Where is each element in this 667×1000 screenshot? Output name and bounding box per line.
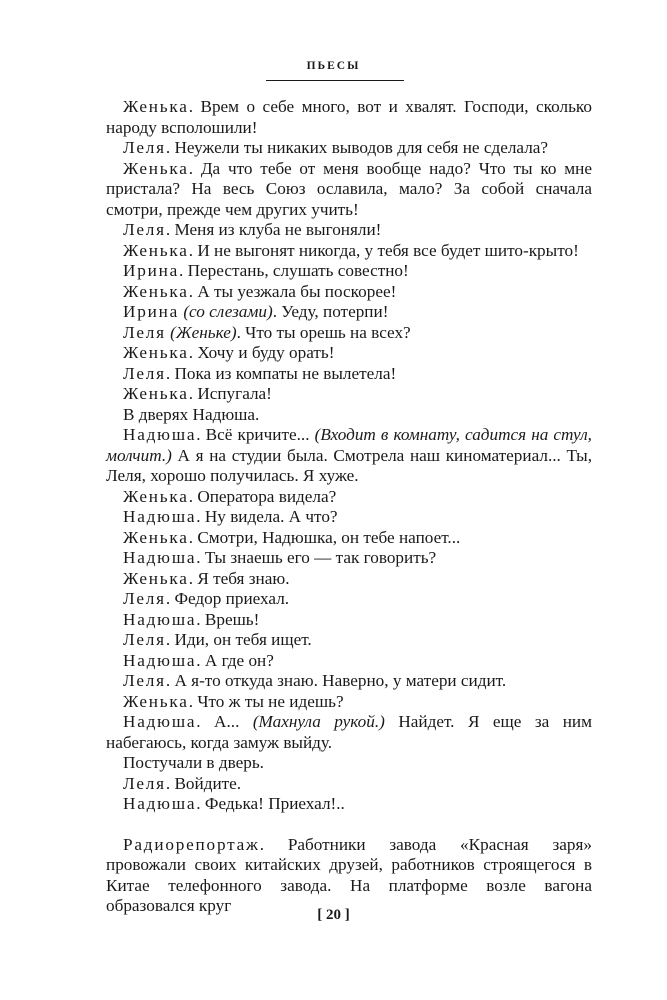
speaker-name: Надюша bbox=[123, 507, 197, 526]
speaker-name: Надюша bbox=[123, 425, 197, 444]
speaker-name: Женька bbox=[123, 343, 189, 362]
line-text: . И не выгонят никогда, у тебя все будет шито-крыто! bbox=[188, 240, 579, 260]
section-gap bbox=[106, 815, 592, 835]
page-number: [ 20 ] bbox=[317, 907, 350, 923]
line-text: . Смотри, Надюшка, он тебе напоет... bbox=[188, 527, 461, 547]
dialogue-line bbox=[106, 241, 592, 262]
dialogue-line bbox=[106, 261, 592, 282]
radio-text: . Работники завода «Красная заря» провожали своих китайских друзей, работников строящегося в Китае телефонного завода. На платформе возле вагона образовался круг bbox=[106, 834, 592, 915]
speaker-name: Леля bbox=[123, 773, 166, 793]
line-text: В дверях Надюша. bbox=[123, 404, 260, 424]
line-text: . Войдите. bbox=[165, 773, 242, 793]
speaker-name: Женька bbox=[123, 384, 189, 403]
line-text: Постучали в дверь. bbox=[123, 753, 264, 772]
speaker-name: Женька bbox=[123, 527, 189, 547]
line-text: . Врем о себе много, вот и хвалят. Господи, сколько народу всполошили! bbox=[106, 97, 592, 137]
speaker-name: Надюша bbox=[123, 650, 197, 670]
dialogue-line bbox=[106, 364, 592, 385]
dialogue-line bbox=[106, 97, 592, 138]
line-text: . Пока из компаты не вылетела! bbox=[165, 363, 397, 383]
line-text: . Меня из клуба не выгоняли! bbox=[165, 220, 382, 239]
speaker-name: Леля bbox=[123, 322, 166, 342]
radio-paragraph bbox=[106, 835, 592, 917]
line-text: . Оператора видела? bbox=[188, 486, 337, 506]
dialogue-line bbox=[106, 630, 592, 651]
dialogue-line bbox=[106, 159, 592, 221]
line-text: . Испугала! bbox=[188, 384, 272, 403]
dialogue-line bbox=[106, 610, 592, 631]
dialogue bbox=[106, 97, 592, 815]
play-text bbox=[106, 97, 592, 917]
line-text: . А... bbox=[196, 712, 253, 731]
speaker-name: Леля bbox=[123, 671, 166, 690]
speaker-name: Леля bbox=[123, 363, 166, 383]
speaker-name: Леля bbox=[123, 220, 166, 239]
speaker-name: Женька bbox=[123, 486, 189, 506]
line-text: . Неужели ты никаких выводов для себя не сделала? bbox=[165, 138, 549, 157]
speaker-name: Женька bbox=[123, 158, 189, 178]
line-text: . Что ж ты не идешь? bbox=[188, 691, 344, 711]
line-text: . Врешь! bbox=[196, 609, 260, 629]
speaker-name: Женька bbox=[123, 281, 189, 301]
stage-remark: (Махнула рукой.) bbox=[252, 712, 385, 731]
speaker-name: Ирина bbox=[123, 302, 180, 321]
dialogue-line bbox=[106, 384, 592, 405]
line-text: . Да что тебе от меня вообще надо? Что ты ко мне пристала? На весь Союз ославила, мало? За собой сначала смотри, прежде чем других учить! bbox=[106, 158, 592, 219]
line-text: . Перестань, слушать совестно! bbox=[179, 261, 409, 280]
running-header-title: ПЬЕСЫ bbox=[306, 60, 361, 72]
dialogue-line bbox=[106, 425, 592, 487]
radio-label: Радиорепортаж bbox=[123, 834, 260, 854]
line-text: . Ты знаешь его — так говорить? bbox=[196, 548, 437, 567]
speaker-name: Женька bbox=[123, 97, 189, 116]
line-text: . Что ты орешь на всех? bbox=[236, 322, 411, 342]
speaker-name: Леля bbox=[123, 589, 166, 608]
line-text: . Федор приехал. bbox=[165, 589, 290, 608]
line-text-continued: Найдет. Я еще за ним набегаюсь, когда замуж выйду. bbox=[106, 712, 592, 752]
speaker-name: Женька bbox=[123, 691, 189, 711]
dialogue-line bbox=[106, 302, 592, 323]
line-text: . Иди, он тебя ищет. bbox=[165, 630, 312, 649]
dialogue-line bbox=[106, 712, 592, 753]
speaker-name: Леля bbox=[123, 138, 166, 157]
dialogue-line bbox=[106, 548, 592, 569]
speaker-name: Надюша bbox=[123, 794, 197, 813]
line-text: . Я тебя знаю. bbox=[188, 568, 290, 588]
dialogue-line bbox=[106, 138, 592, 159]
speaker-name: Ирина bbox=[123, 261, 180, 280]
speaker-name: Леля bbox=[123, 630, 166, 649]
dialogue-line bbox=[106, 589, 592, 610]
line-text: . А ты уезжала бы поскорее! bbox=[188, 281, 397, 301]
line-text: . А я-то откуда знаю. Наверно, у матери сидит. bbox=[165, 671, 507, 690]
stage-remark: (Входит в комнату, садится на стул, молчит.) bbox=[106, 425, 592, 465]
line-text-continued: А я на студии была. Смотрела наш киноматериал... Ты, Леля, хорошо получилась. Я хуже. bbox=[106, 445, 592, 485]
dialogue-line bbox=[106, 220, 592, 241]
running-header bbox=[0, 56, 667, 74]
dialogue-line bbox=[106, 528, 592, 549]
dialogue-line bbox=[106, 343, 592, 364]
dialogue-line bbox=[106, 487, 592, 508]
dialogue-line bbox=[106, 651, 592, 672]
speaker-name: Женька bbox=[123, 568, 189, 588]
speaker-name: Женька bbox=[123, 240, 189, 260]
line-text: . Уеду, потерпи! bbox=[272, 302, 389, 321]
dialogue-line bbox=[106, 671, 592, 692]
dialogue-line bbox=[106, 794, 592, 815]
stage-direction bbox=[106, 405, 592, 426]
line-text: . Федька! Приехал!.. bbox=[196, 794, 345, 813]
dialogue-line bbox=[106, 323, 592, 344]
speaker-name: Надюша bbox=[123, 609, 197, 629]
dialogue-line bbox=[106, 692, 592, 713]
stage-remark: (со слезами) bbox=[179, 302, 273, 321]
stage-direction bbox=[106, 753, 592, 774]
line-text: . Хочу и буду орать! bbox=[188, 343, 335, 362]
speaker-name: Надюша bbox=[123, 712, 197, 731]
dialogue-line bbox=[106, 282, 592, 303]
stage-remark: (Женьке) bbox=[165, 322, 237, 342]
line-text: . Ну видела. А что? bbox=[196, 507, 338, 526]
dialogue-line bbox=[106, 774, 592, 795]
header-rule bbox=[266, 80, 404, 81]
speaker-name: Надюша bbox=[123, 548, 197, 567]
dialogue-line bbox=[106, 507, 592, 528]
dialogue-line bbox=[106, 569, 592, 590]
line-text: . Всё кричите... bbox=[196, 425, 315, 444]
line-text: . А где он? bbox=[196, 650, 274, 670]
